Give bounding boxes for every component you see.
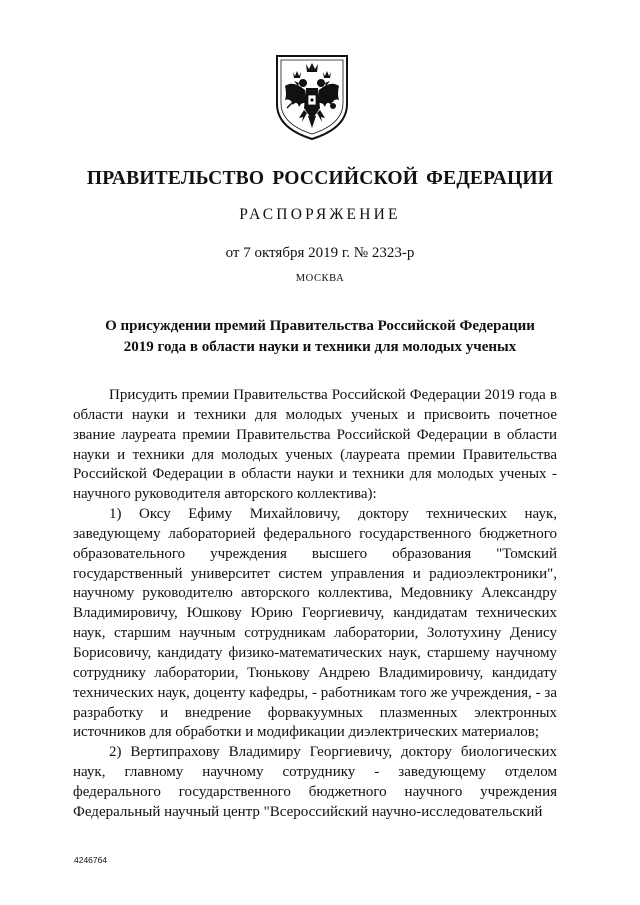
- coat-of-arms-icon: [273, 50, 351, 142]
- document-date-number: от 7 октября 2019 г. № 2323-р: [225, 245, 415, 261]
- subject-line-2: 2019 года в области науки и техники для молодых ученых: [123, 339, 517, 355]
- document-type: РАСПОРЯЖЕНИЕ: [239, 206, 401, 223]
- body-intro-paragraph: Присудить премии Правительства Российской Федерации 2019 года в области науки и техники для молодых ученых и присвоить почетное звание лауреата премии Правительства Российской Федерации в области науки и техники для молодых ученых (лауреата премии Правительства Российской Федерации в области науки и техники для молодых ученых - научного руководителя авторского коллектива):: [73, 387, 557, 503]
- organization-title: ПРАВИТЕЛЬСТВО РОССИЙСКОЙ ФЕДЕРАЦИИ: [86, 168, 554, 189]
- body-item-1-paragraph: 1) Оксу Ефиму Михайловичу, доктору технических наук, заведующему лабораторией федерального государственного бюджетного образовательного учреждения высшего образования "Томский государственный университет систем управления и радиоэлектроники", научному руководителю авторского коллектива, Медовнику Александру Владимировичу, Юшкову Юрию Георгиевичу, кандидатам технических наук, старшим научным сотрудникам лаборатории, Золотухину Денису Борисовичу, кандидату физико-математических наук, старшему научному сотруднику лаборатории, Тюнькову Андрею Владимировичу, кандидату технических наук, доценту кафедры, - работникам того же учреждения, - за разработку и внедрение форвакуумных плазменных электронных источников для обработки и модификации диэлектрических материалов;: [73, 506, 557, 741]
- document-body: [73, 386, 557, 823]
- footer-document-code: 4246764: [74, 855, 108, 865]
- body-item-2-paragraph: 2) Вертипрахову Владимиру Георгиевичу, доктору биологических наук, главному научному сотруднику - заведующему отделом федерального государственного бюджетного научного учреждения Федеральный научный центр "Всероссийский научно-исследовательский: [73, 744, 557, 820]
- subject-line-1: О присуждении премий Правительства Российской Федерации: [105, 318, 535, 334]
- document-subject: [0, 316, 640, 358]
- document-city: МОСКВА: [295, 273, 345, 284]
